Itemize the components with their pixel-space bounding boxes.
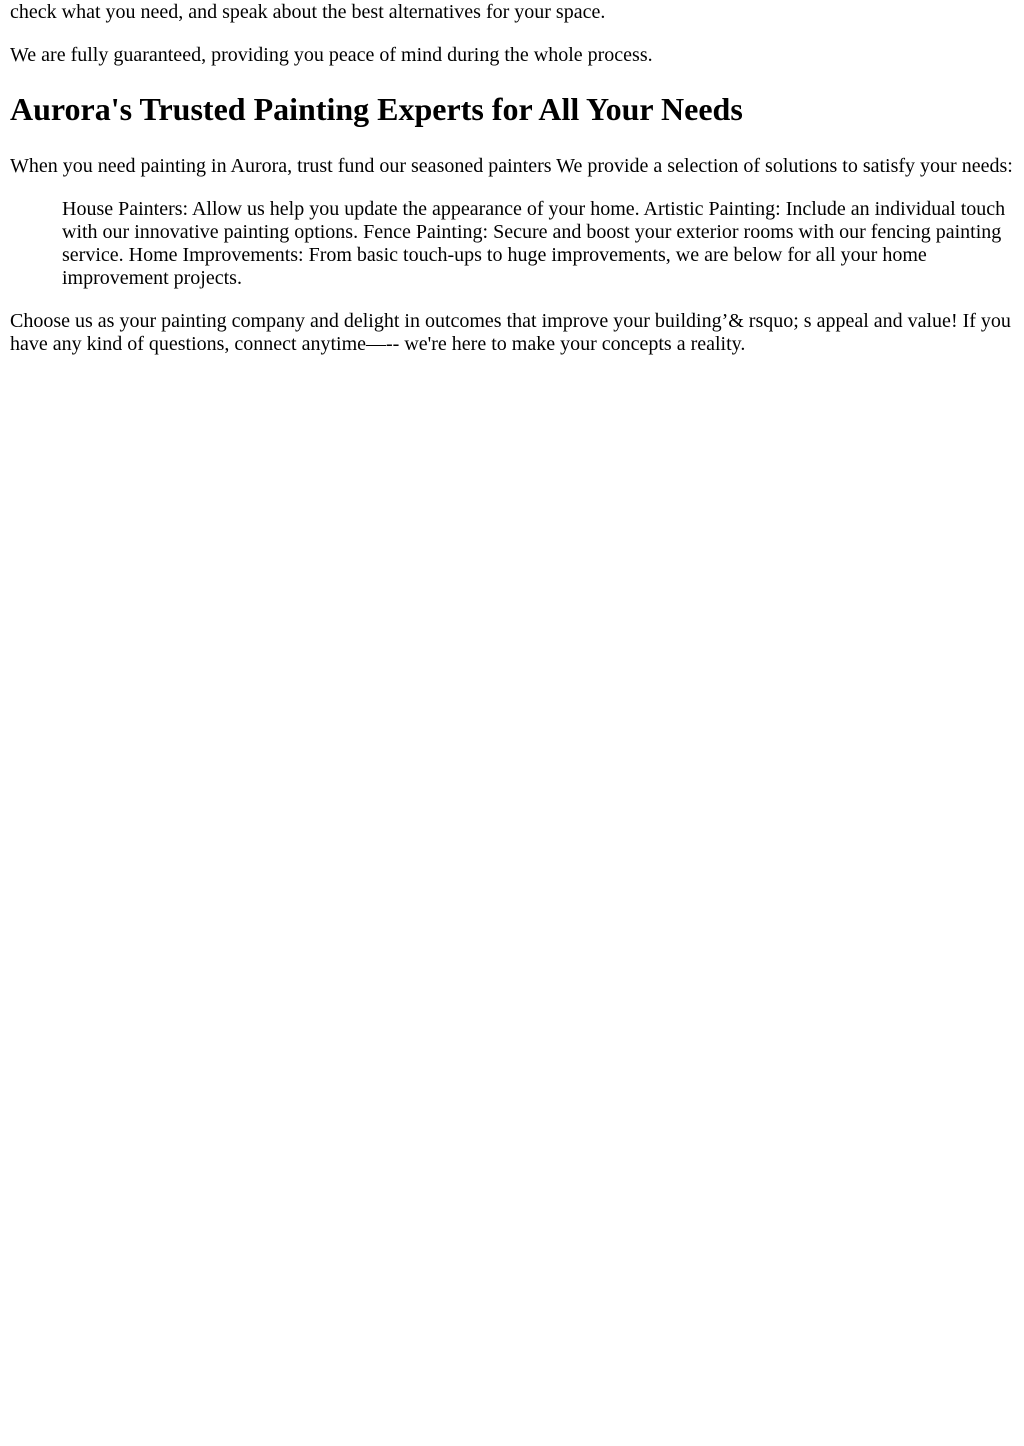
intro-continuation-paragraph: check what you need, and speak about the best alternatives for your space. bbox=[10, 1, 606, 23]
services-blockquote: House Painters: Allow us help you update the appearance of your home. Artistic Painting: Include an individual touch with our innovative painting options. Fence Painting: Secure and boost your exterior rooms with our fencing painting service. Home Improvements: From basic touch-ups to huge improvements, we are below for all your home improvement projects. bbox=[62, 198, 1006, 289]
guarantee-paragraph: We are fully guaranteed, providing you peace of mind during the whole process. bbox=[10, 44, 653, 66]
services-intro-paragraph: When you need painting in Aurora, trust fund our seasoned painters We provide a selection of solutions to satisfy your needs: bbox=[10, 155, 1013, 177]
section-heading: Aurora's Trusted Painting Experts for All Your Needs bbox=[10, 91, 743, 127]
closing-paragraph: Choose us as your painting company and delight in outcomes that improve your building’& rsquo; s appeal and value! If you have any kind of questions, connect anytime—-- we're here to make your concepts a reality. bbox=[10, 310, 1011, 355]
